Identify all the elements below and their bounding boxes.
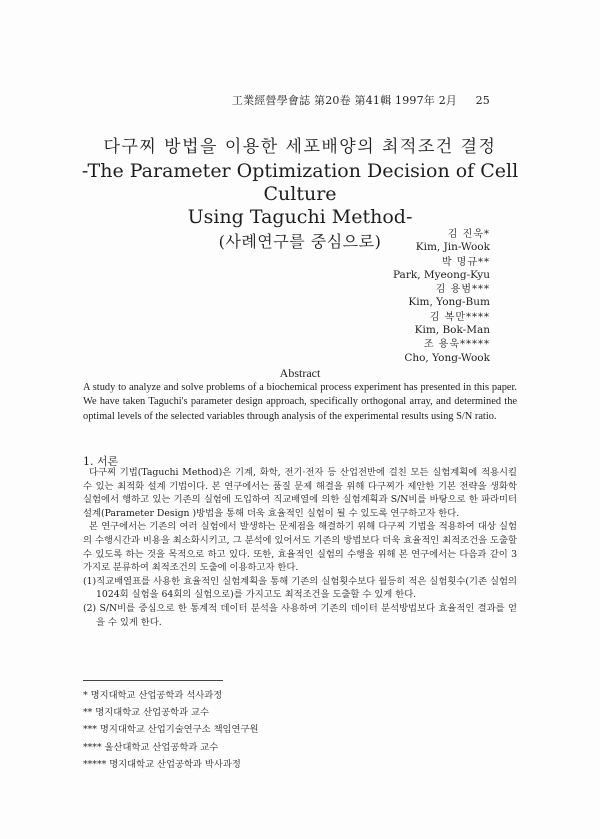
author-korean-name: 김 진욱* xyxy=(447,229,490,240)
author-korean-name: 김 용범*** xyxy=(435,284,490,296)
page-number: 25 xyxy=(475,94,490,107)
author-english-name: Park, Myeong-Kyu xyxy=(392,268,490,281)
title-korean: 다구찌 방법을 이용한 세포배양의 최적조건 결정 xyxy=(103,137,497,157)
introduction-body xyxy=(83,466,517,629)
author-english-name: Kim, Yong-Bum xyxy=(408,296,490,309)
footnote: *** 명지대학교 산업기술연구소 책임연구원 xyxy=(83,724,259,736)
author-korean-name: 박 명규** xyxy=(441,256,490,268)
body-paragraph: 본 연구에서는 기존의 여러 실험에서 발생하는 문제점을 해결하기 위해 다구찌 기법을 적용하여 대상 실험의 수행시간과 비용을 최소화시키고, 그 분석에 있어서도 기존의 방법보다 더욱 효율적인 최적조건을 도출할 수 있도록 하는 것을 목적으로 하고 있다. 또한, 효율적인 실험의 수행을 위해 본 연구에서는 다음과 같이 3가지로 분류하여 최적조건의 도출에 이용하고자 한다. xyxy=(83,521,517,574)
author-korean-name: 김 복만**** xyxy=(429,311,490,323)
numbered-item: (2) S/N비를 중심으로 한 통계적 데이터 분석을 사용하여 기존의 데이터 분석방법보다 효율적인 결과를 얻을 수 있게 한다. xyxy=(83,602,517,628)
journal-citation: 工業經營學會誌 第20卷 第41輯 1997年 2月 xyxy=(231,94,458,107)
numbered-item: (1)직교배열표를 사용한 효율적인 실험계획을 통해 기존의 실험횟수보다 월등히 적은 실험횟수(기존 실험의 1024회 실험을 64회의 실험으로)를 가지고도 최적조건을 도출할 수 있게 한다. xyxy=(83,575,517,601)
running-header xyxy=(232,92,490,108)
footnote: * 명지대학교 산업공학과 석사과정 xyxy=(83,690,223,701)
footnote: ***** 명지대학교 산업공학과 박사과정 xyxy=(83,758,241,770)
title-english-line2: Using Taguchi Method- xyxy=(187,206,413,228)
abstract-text: A study to analyze and solve problems of a biochemical process experiment has presented in this paper. We have taken Taguchi's parameter design approach, specifically orthogonal array, and determined the optimal levels of the selected variables through analysis of the experimental results using S/N ratio. xyxy=(83,382,517,422)
footnote: **** 울산대학교 산업공학과 교수 xyxy=(83,741,219,753)
author-korean-name: 조 용욱***** xyxy=(423,339,490,351)
body-paragraph: 다구찌 기법(Taguchi Method)은 기계, 화학, 전기·전자 등 산업전반에 걸친 모든 실험계획에 적용시킬 수 있는 최적화 설계 기법이다. 본 연구에서는 품질 문제 해결을 위해 다구찌가 제안한 기본 전략을 생화학 실험에서 행하고 있는 기존의 실험에 도입하여 직교배열에 의한 실험계획과 S/N비를 바탕으로 한 파라미터 설계(Parameter Design )방법을 통해 더욱 효율적인 실험이 될 수 있도록 연구하고자 한다. xyxy=(83,467,517,519)
footnote: ** 명지대학교 산업공학과 교수 xyxy=(83,707,209,719)
title-english-line1: -The Parameter Optimization Decision of Cell Culture xyxy=(81,160,519,205)
author-english-name: Kim, Bok-Man xyxy=(414,324,490,337)
footnote-divider xyxy=(83,680,223,681)
author-english-name: Cho, Yong-Wook xyxy=(404,351,490,364)
footnotes xyxy=(83,687,259,773)
author-english-name: Kim, Jin-Wook xyxy=(415,241,490,254)
abstract-heading: Abstract xyxy=(279,366,321,380)
section-heading-introduction: 1. 서론 xyxy=(83,455,119,468)
title-subtitle: (사례연구를 중심으로) xyxy=(218,232,382,251)
author-list xyxy=(393,228,490,366)
